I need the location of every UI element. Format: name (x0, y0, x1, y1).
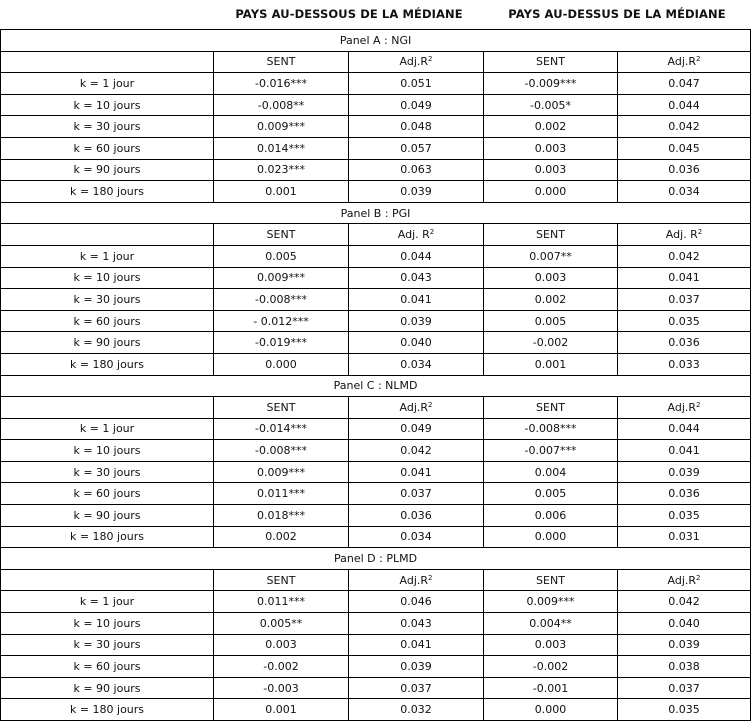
adj-r2-above-cell: 0.040 (618, 613, 751, 635)
horizon-cell: k = 30 jours (1, 289, 214, 311)
horizon-cell: k = 90 jours (1, 505, 214, 527)
panel-title: Panel D : PLMD (1, 548, 751, 570)
table-row (1, 483, 751, 505)
table-row (1, 656, 751, 678)
table-row (1, 440, 751, 462)
table-body (1, 30, 751, 721)
adj-r2-column-header (349, 51, 484, 73)
header-above-median: PAYS AU-DESSUS DE LA MÉDIANE (508, 7, 726, 21)
adj-r2-above-cell: 0.037 (618, 677, 751, 699)
superscript-two: 2 (696, 55, 701, 64)
horizon-cell: k = 1 jour (1, 245, 214, 267)
empty-header-cell (1, 397, 214, 419)
table-row (1, 73, 751, 95)
adj-r2-label: Adj.R (399, 400, 429, 414)
adj-r2-label: Adj.R (667, 400, 697, 414)
regression-table (0, 29, 751, 721)
horizon-cell: k = 60 jours (1, 483, 214, 505)
horizon-cell: k = 10 jours (1, 613, 214, 635)
adj-r2-above-cell: 0.042 (618, 591, 751, 613)
table-row (1, 159, 751, 181)
horizon-cell: k = 10 jours (1, 267, 214, 289)
adj-r2-above-cell: 0.034 (618, 181, 751, 203)
panel-title-row (1, 548, 751, 570)
sent-below-cell: -0.008*** (214, 289, 349, 311)
adj-r2-label: Adj.R (667, 573, 697, 587)
sent-below-cell: 0.011*** (214, 591, 349, 613)
sent-below-cell: 0.014*** (214, 137, 349, 159)
sent-above-cell: 0.005 (484, 310, 618, 332)
sent-above-cell: 0.004 (484, 461, 618, 483)
table-row (1, 353, 751, 375)
adj-r2-label: Adj. R (665, 228, 698, 242)
sent-column-header: SENT (484, 51, 618, 73)
adj-r2-below-cell: 0.032 (349, 699, 484, 721)
group-headers (0, 0, 752, 29)
horizon-cell: k = 1 jour (1, 591, 214, 613)
adj-r2-below-cell: 0.044 (349, 245, 484, 267)
sent-below-cell: 0.000 (214, 353, 349, 375)
horizon-cell: k = 90 jours (1, 677, 214, 699)
table-row (1, 634, 751, 656)
column-header-row (1, 397, 751, 419)
table-row (1, 289, 751, 311)
sent-below-cell: -0.016*** (214, 73, 349, 95)
table-row (1, 613, 751, 635)
adj-r2-above-cell: 0.038 (618, 656, 751, 678)
horizon-cell: k = 60 jours (1, 310, 214, 332)
sent-below-cell: -0.008** (214, 94, 349, 116)
adj-r2-below-cell: 0.051 (349, 73, 484, 95)
table-row (1, 332, 751, 354)
adj-r2-below-cell: 0.057 (349, 137, 484, 159)
empty-header-cell (1, 224, 214, 246)
adj-r2-above-cell: 0.036 (618, 159, 751, 181)
sent-below-cell: -0.003 (214, 677, 349, 699)
sent-below-cell: -0.002 (214, 656, 349, 678)
column-header-row (1, 224, 751, 246)
horizon-cell: k = 30 jours (1, 116, 214, 138)
sent-below-cell: 0.009*** (214, 461, 349, 483)
sent-above-cell: 0.002 (484, 116, 618, 138)
sent-above-cell: 0.005 (484, 483, 618, 505)
column-header-row (1, 51, 751, 73)
horizon-cell: k = 1 jour (1, 73, 214, 95)
adj-r2-above-cell: 0.041 (618, 440, 751, 462)
adj-r2-column-header (349, 224, 484, 246)
adj-r2-above-cell: 0.035 (618, 310, 751, 332)
adj-r2-above-cell: 0.039 (618, 461, 751, 483)
sent-below-cell: 0.009*** (214, 116, 349, 138)
sent-above-cell: 0.002 (484, 289, 618, 311)
sent-above-cell: 0.004** (484, 613, 618, 635)
sent-below-cell: 0.001 (214, 699, 349, 721)
sent-above-cell: 0.001 (484, 353, 618, 375)
adj-r2-below-cell: 0.034 (349, 353, 484, 375)
horizon-cell: k = 180 jours (1, 353, 214, 375)
adj-r2-below-cell: 0.039 (349, 656, 484, 678)
sent-above-cell: -0.001 (484, 677, 618, 699)
sent-below-cell: 0.023*** (214, 159, 349, 181)
table-row (1, 461, 751, 483)
sent-below-cell: 0.005 (214, 245, 349, 267)
superscript-two: 2 (428, 400, 433, 409)
adj-r2-below-cell: 0.063 (349, 159, 484, 181)
superscript-two: 2 (429, 228, 435, 237)
horizon-cell: k = 90 jours (1, 332, 214, 354)
adj-r2-column-header (618, 569, 751, 591)
table-row (1, 245, 751, 267)
superscript-two: 2 (696, 400, 701, 409)
horizon-cell: k = 30 jours (1, 461, 214, 483)
sent-below-cell: 0.002 (214, 526, 349, 548)
adj-r2-column-header (618, 51, 751, 73)
empty-header-cell (1, 51, 214, 73)
adj-r2-above-cell: 0.047 (618, 73, 751, 95)
adj-r2-above-cell: 0.041 (618, 267, 751, 289)
horizon-cell: k = 30 jours (1, 634, 214, 656)
adj-r2-column-header (349, 569, 484, 591)
sent-above-cell: 0.006 (484, 505, 618, 527)
adj-r2-below-cell: 0.043 (349, 267, 484, 289)
sent-above-cell: -0.005* (484, 94, 618, 116)
adj-r2-below-cell: 0.039 (349, 181, 484, 203)
sent-below-cell: -0.014*** (214, 418, 349, 440)
sent-below-cell: 0.011*** (214, 483, 349, 505)
empty-header-cell (1, 569, 214, 591)
sent-column-header: SENT (214, 51, 349, 73)
adj-r2-above-cell: 0.042 (618, 116, 751, 138)
table-row (1, 267, 751, 289)
sent-column-header: SENT (484, 224, 618, 246)
adj-r2-label: Adj.R (399, 55, 429, 69)
table-row (1, 526, 751, 548)
sent-column-header: SENT (484, 569, 618, 591)
sent-above-cell: 0.007** (484, 245, 618, 267)
table-row (1, 677, 751, 699)
adj-r2-column-header (349, 397, 484, 419)
horizon-cell: k = 10 jours (1, 94, 214, 116)
table-row (1, 505, 751, 527)
panel-title: Panel C : NLMD (1, 375, 751, 397)
sent-above-cell: -0.008*** (484, 418, 618, 440)
table-row (1, 94, 751, 116)
sent-above-cell: 0.003 (484, 159, 618, 181)
adj-r2-above-cell: 0.036 (618, 483, 751, 505)
superscript-two: 2 (428, 55, 433, 64)
horizon-cell: k = 10 jours (1, 440, 214, 462)
adj-r2-above-cell: 0.044 (618, 94, 751, 116)
horizon-cell: k = 180 jours (1, 699, 214, 721)
table-row (1, 310, 751, 332)
adj-r2-below-cell: 0.036 (349, 505, 484, 527)
adj-r2-above-cell: 0.035 (618, 505, 751, 527)
sent-column-header: SENT (214, 569, 349, 591)
adj-r2-above-cell: 0.045 (618, 137, 751, 159)
header-below-median: PAYS AU-DESSOUS DE LA MÉDIANE (235, 7, 463, 21)
adj-r2-label: Adj.R (399, 573, 429, 587)
adj-r2-above-cell: 0.033 (618, 353, 751, 375)
superscript-two: 2 (696, 573, 701, 582)
adj-r2-label: Adj. R (397, 228, 430, 242)
adj-r2-below-cell: 0.048 (349, 116, 484, 138)
adj-r2-above-cell: 0.042 (618, 245, 751, 267)
horizon-cell: k = 180 jours (1, 181, 214, 203)
table-row (1, 181, 751, 203)
adj-r2-below-cell: 0.049 (349, 94, 484, 116)
sent-above-cell: 0.000 (484, 699, 618, 721)
horizon-cell: k = 90 jours (1, 159, 214, 181)
adj-r2-below-cell: 0.037 (349, 677, 484, 699)
sent-below-cell: 0.003 (214, 634, 349, 656)
superscript-two: 2 (697, 228, 703, 237)
adj-r2-below-cell: 0.041 (349, 461, 484, 483)
sent-below-cell: - 0.012*** (214, 310, 349, 332)
panel-title: Panel A : NGI (1, 30, 751, 52)
sent-below-cell: -0.019*** (214, 332, 349, 354)
table-row (1, 137, 751, 159)
horizon-cell: k = 180 jours (1, 526, 214, 548)
sent-above-cell: -0.009*** (484, 73, 618, 95)
adj-r2-below-cell: 0.037 (349, 483, 484, 505)
adj-r2-above-cell: 0.035 (618, 699, 751, 721)
sent-column-header: SENT (484, 397, 618, 419)
adj-r2-below-cell: 0.046 (349, 591, 484, 613)
horizon-cell: k = 60 jours (1, 137, 214, 159)
column-header-row (1, 569, 751, 591)
sent-above-cell: 0.003 (484, 267, 618, 289)
adj-r2-label: Adj.R (667, 55, 697, 69)
adj-r2-below-cell: 0.043 (349, 613, 484, 635)
adj-r2-column-header (618, 397, 751, 419)
sent-column-header: SENT (214, 224, 349, 246)
adj-r2-above-cell: 0.037 (618, 289, 751, 311)
panel-title-row (1, 375, 751, 397)
sent-above-cell: -0.002 (484, 332, 618, 354)
adj-r2-above-cell: 0.044 (618, 418, 751, 440)
sent-above-cell: -0.007*** (484, 440, 618, 462)
horizon-cell: k = 1 jour (1, 418, 214, 440)
sent-above-cell: 0.003 (484, 137, 618, 159)
adj-r2-above-cell: 0.036 (618, 332, 751, 354)
table-row (1, 699, 751, 721)
sent-above-cell: 0.003 (484, 634, 618, 656)
sent-above-cell: -0.002 (484, 656, 618, 678)
adj-r2-column-header (618, 224, 751, 246)
table-row (1, 418, 751, 440)
table-row (1, 591, 751, 613)
adj-r2-below-cell: 0.042 (349, 440, 484, 462)
adj-r2-above-cell: 0.031 (618, 526, 751, 548)
sent-above-cell: 0.000 (484, 526, 618, 548)
superscript-two: 2 (428, 573, 433, 582)
sent-below-cell: 0.009*** (214, 267, 349, 289)
sent-above-cell: 0.000 (484, 181, 618, 203)
panel-title-row (1, 202, 751, 224)
adj-r2-below-cell: 0.040 (349, 332, 484, 354)
adj-r2-below-cell: 0.034 (349, 526, 484, 548)
sent-below-cell: -0.008*** (214, 440, 349, 462)
panel-title: Panel B : PGI (1, 202, 751, 224)
adj-r2-below-cell: 0.049 (349, 418, 484, 440)
sent-column-header: SENT (214, 397, 349, 419)
sent-below-cell: 0.018*** (214, 505, 349, 527)
table-row (1, 116, 751, 138)
adj-r2-below-cell: 0.041 (349, 634, 484, 656)
adj-r2-below-cell: 0.039 (349, 310, 484, 332)
sent-above-cell: 0.009*** (484, 591, 618, 613)
sent-below-cell: 0.001 (214, 181, 349, 203)
sent-below-cell: 0.005** (214, 613, 349, 635)
panel-title-row (1, 30, 751, 52)
adj-r2-above-cell: 0.039 (618, 634, 751, 656)
horizon-cell: k = 60 jours (1, 656, 214, 678)
adj-r2-below-cell: 0.041 (349, 289, 484, 311)
